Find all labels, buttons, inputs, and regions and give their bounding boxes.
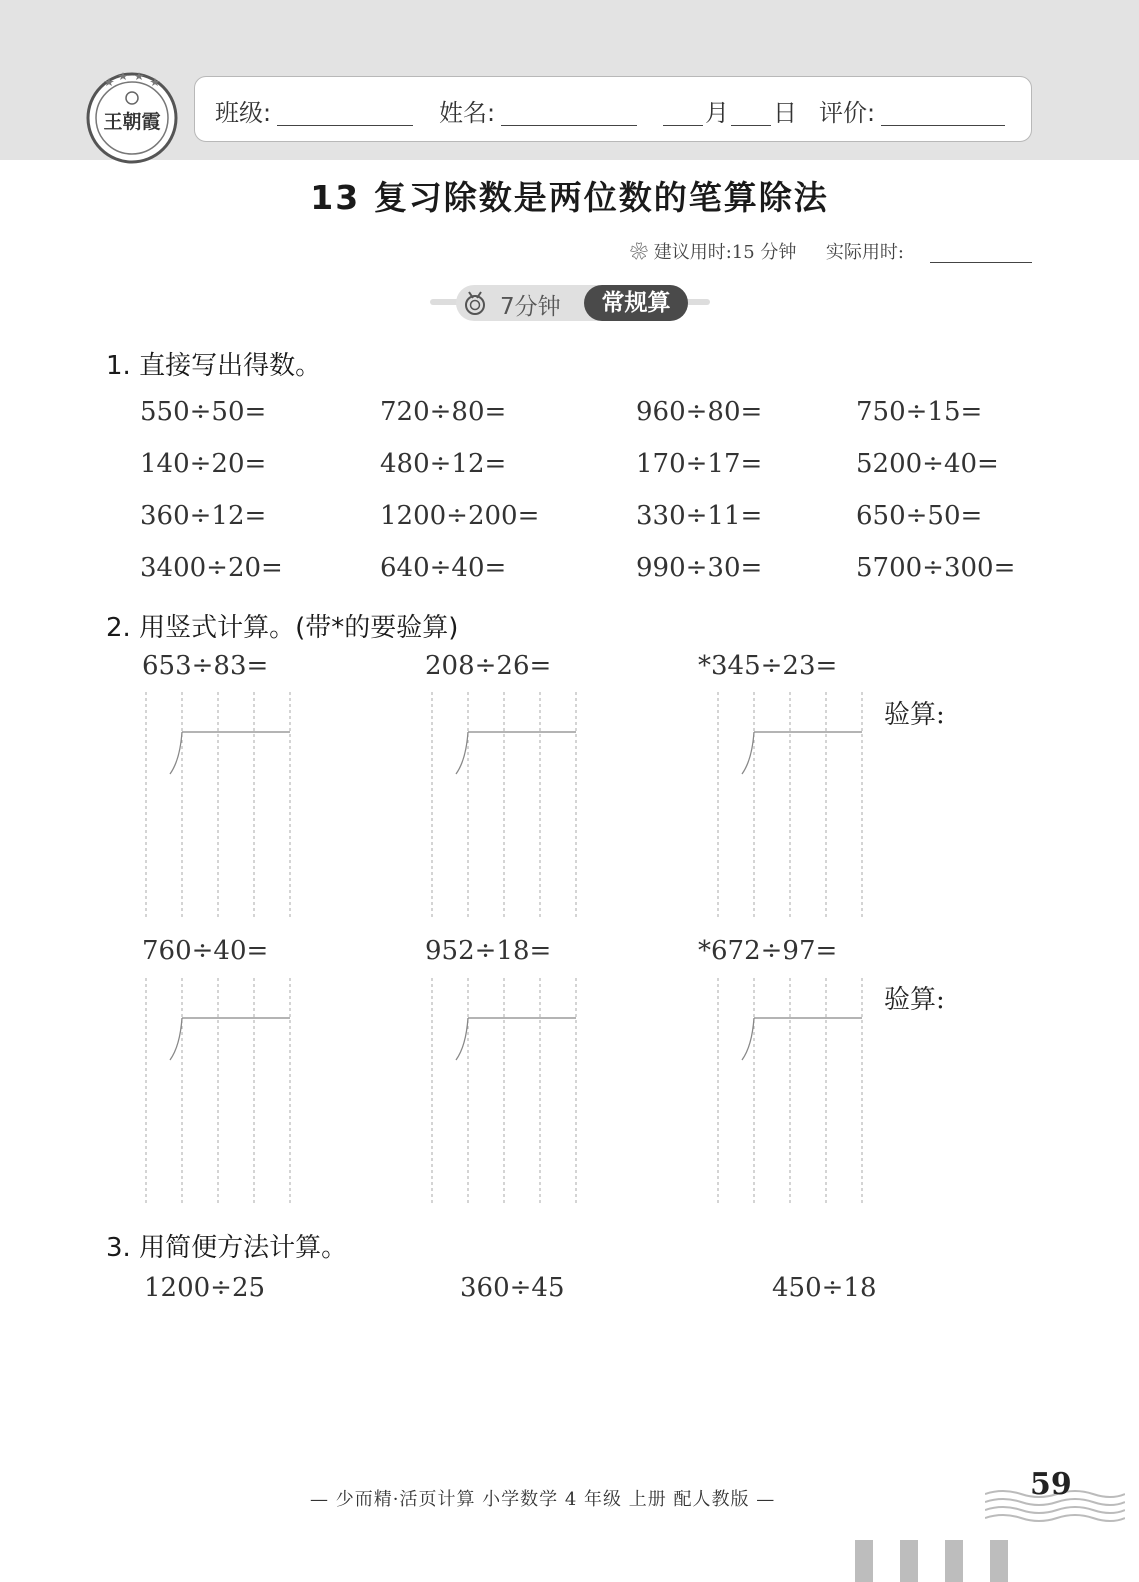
actual-time-label: 实际用时: (825, 242, 904, 263)
edge-tab (855, 1540, 873, 1582)
footer-text: — 少而精·活页计算 小学数学 4 年级 上册 配人教版 — (310, 1489, 776, 1510)
time-info (630, 238, 904, 264)
day-field[interactable] (731, 125, 771, 126)
edge-tab (990, 1540, 1008, 1582)
division-grid[interactable] (430, 978, 580, 1208)
student-info-box (194, 76, 1032, 142)
badge-label: 常规算 (584, 285, 688, 321)
q1-item: 960÷80= (636, 397, 763, 427)
check-label: 验算: (884, 700, 945, 730)
q1-item: 650÷50= (856, 501, 983, 531)
division-grid[interactable] (144, 978, 294, 1208)
page-title: 13 复习除数是两位数的笔算除法 (310, 178, 829, 217)
badge-minutes: 7分钟 (500, 294, 561, 320)
q3-problem: 450÷18 (772, 1273, 877, 1303)
edge-tab (900, 1540, 918, 1582)
q3-heading: 3. 用简便方法计算。 (106, 1233, 348, 1263)
rating-label: 评价: (819, 99, 876, 127)
q1-item: 480÷12= (380, 449, 507, 479)
edge-tab (945, 1540, 963, 1582)
logo-emblem (86, 72, 178, 164)
q2-problem: 208÷26= (425, 651, 552, 681)
q1-heading: 1. 直接写出得数。 (106, 351, 322, 381)
svg-text:王朝霞: 王朝霞 (103, 111, 161, 133)
name-field[interactable] (501, 125, 637, 126)
q3-problem: 1200÷25 (144, 1273, 266, 1303)
division-grid[interactable] (716, 692, 866, 922)
q1-item: 3400÷20= (140, 553, 283, 583)
class-field[interactable] (277, 125, 413, 126)
q3-problem: 360÷45 (460, 1273, 565, 1303)
month-field[interactable] (663, 125, 703, 126)
q1-item: 330÷11= (636, 501, 763, 531)
division-grid[interactable] (144, 692, 294, 922)
q2-problem: 952÷18= (425, 936, 552, 966)
q1-item: 5200÷40= (856, 449, 999, 479)
page-number: 59 (1030, 1467, 1072, 1502)
rating-field[interactable] (881, 125, 1005, 126)
division-grid[interactable] (430, 692, 580, 922)
q1-item: 140÷20= (140, 449, 267, 479)
medal-icon (463, 290, 487, 316)
q1-item: 640÷40= (380, 553, 507, 583)
q1-item: 360÷12= (140, 501, 267, 531)
q2-problem: *345÷23= (698, 651, 838, 681)
actual-time-field[interactable] (930, 262, 1032, 263)
q1-item: 550÷50= (140, 397, 267, 427)
class-label: 班级: (215, 99, 272, 127)
month-label: 月 (705, 99, 729, 127)
q1-item: 750÷15= (856, 397, 983, 427)
name-label: 姓名: (439, 99, 496, 127)
division-grid[interactable] (716, 978, 866, 1208)
q1-item: 5700÷300= (856, 553, 1016, 583)
q2-heading: 2. 用竖式计算。(带*的要验算) (106, 613, 459, 643)
suggested-time: 建议用时:15 分钟 (653, 242, 797, 263)
q2-problem: 653÷83= (142, 651, 269, 681)
q1-item: 720÷80= (380, 397, 507, 427)
q1-item: 1200÷200= (380, 501, 540, 531)
q1-item: 170÷17= (636, 449, 763, 479)
q2-problem: *672÷97= (698, 936, 838, 966)
q1-item: 990÷30= (636, 553, 763, 583)
day-label: 日 (773, 99, 797, 127)
check-label: 验算: (884, 985, 945, 1015)
flower-icon: ❀ (630, 242, 648, 263)
q2-problem: 760÷40= (142, 936, 269, 966)
